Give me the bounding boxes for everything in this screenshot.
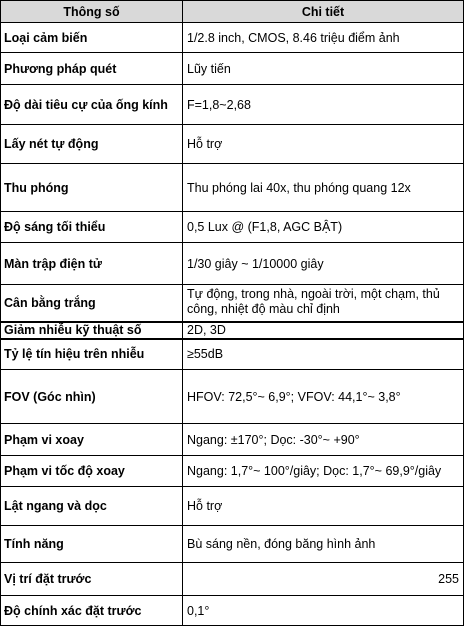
row-detail: 2D, 3D (183, 322, 464, 339)
row-detail: 1/2.8 inch, CMOS, 8.46 triệu điểm ảnh (183, 23, 464, 53)
row-param: Lật ngang và dọc (1, 487, 183, 526)
table-row (1, 164, 464, 212)
row-param: Loại cảm biến (1, 23, 183, 53)
row-param: Lấy nét tự động (1, 125, 183, 164)
table-row (1, 487, 464, 526)
table-row (1, 285, 464, 322)
row-param: Phương pháp quét (1, 53, 183, 85)
row-detail: Hỗ trợ (183, 125, 464, 164)
table-row (1, 212, 464, 243)
row-detail: F=1,8~2,68 (183, 85, 464, 125)
table-row (1, 23, 464, 53)
row-param: Tính năng (1, 526, 183, 563)
header-detail: Chi tiết (183, 1, 464, 23)
row-param: Phạm vi xoay (1, 424, 183, 456)
row-param: Màn trập điện tử (1, 243, 183, 285)
table-row (1, 424, 464, 456)
row-param: Cân bằng trắng (1, 285, 183, 322)
row-detail: HFOV: 72,5°~ 6,9°; VFOV: 44,1°~ 3,8° (183, 370, 464, 424)
row-detail: 0,5 Lux @ (F1,8, AGC BẬT) (183, 212, 464, 243)
row-detail: Ngang: 1,7°~ 100°/giây; Dọc: 1,7°~ 69,9°/giây (183, 456, 464, 487)
row-detail: 1/30 giây ~ 1/10000 giây (183, 243, 464, 285)
row-detail: Tự động, trong nhà, ngoài trời, một chạm, thủ công, nhiệt độ màu chỉ định (183, 285, 464, 322)
table-row (1, 563, 464, 596)
row-param: Phạm vi tốc độ xoay (1, 456, 183, 487)
table-row (1, 85, 464, 125)
table-row (1, 53, 464, 85)
table-row (1, 370, 464, 424)
row-detail: Bù sáng nền, đóng băng hình ảnh (183, 526, 464, 563)
table-header-row (1, 1, 464, 23)
table-row (1, 456, 464, 487)
header-param: Thông số (1, 1, 183, 23)
table-row (1, 339, 464, 370)
table-row (1, 322, 464, 339)
table-row (1, 243, 464, 285)
row-detail: Lũy tiến (183, 53, 464, 85)
row-detail: Thu phóng lai 40x, thu phóng quang 12x (183, 164, 464, 212)
row-param: Giảm nhiễu kỹ thuật số (1, 322, 183, 339)
row-param: Vị trí đặt trước (1, 563, 183, 596)
table-row (1, 125, 464, 164)
row-detail: 0,1° (183, 596, 464, 626)
row-param: Độ dài tiêu cự của ống kính (1, 85, 183, 125)
row-param: Tỷ lệ tín hiệu trên nhiễu (1, 339, 183, 370)
row-param: Thu phóng (1, 164, 183, 212)
row-detail: Hỗ trợ (183, 487, 464, 526)
row-detail: ≥55dB (183, 339, 464, 370)
row-param: Độ chính xác đặt trước (1, 596, 183, 626)
table-row (1, 596, 464, 626)
row-param: FOV (Góc nhìn) (1, 370, 183, 424)
row-detail: 255 (183, 563, 464, 596)
row-detail: Ngang: ±170°; Dọc: -30°~ +90° (183, 424, 464, 456)
row-param: Độ sáng tối thiểu (1, 212, 183, 243)
table-row (1, 526, 464, 563)
